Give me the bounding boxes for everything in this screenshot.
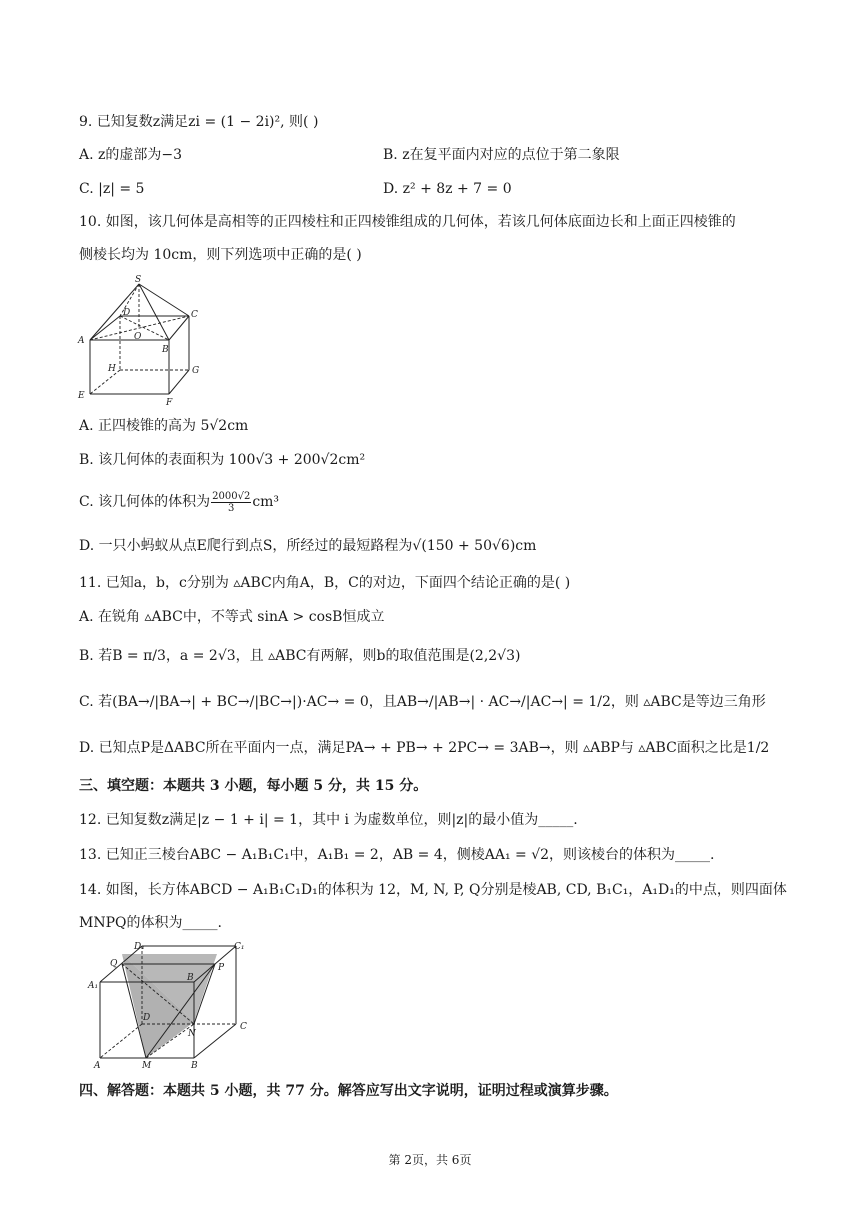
q10-fig-label-F: F <box>166 398 173 408</box>
q14-fig-label-Q: Q <box>110 959 118 969</box>
q14-fig-label-P: P <box>218 963 225 973</box>
q10-fig-label-E: E <box>78 391 85 401</box>
q10-option-c-fraction <box>211 491 251 514</box>
q9-option-d: D. z² + 8z + 7 = 0 <box>383 181 512 197</box>
q10-fig-label-A: A <box>78 336 85 346</box>
q14-fig-label-B: B <box>191 1061 198 1070</box>
q10-prism-pyramid-figure <box>74 272 214 408</box>
q14-fig-label-M: M <box>142 1061 152 1070</box>
q10-fig-label-B: B <box>162 345 169 355</box>
q10-option-c-suffix: cm³ <box>252 494 280 510</box>
q14-fig-label-N: N <box>188 1029 196 1039</box>
q14-fig-label-B1: B <box>187 973 194 983</box>
q14-fig-label-C1: C₁ <box>234 942 245 952</box>
q14-fig-label-C: C <box>240 1022 247 1032</box>
q10-fig-label-C: C <box>191 310 198 320</box>
section-4-heading: 四、解答题：本题共 5 小题，共 77 分。解答应写出文字说明，证明过程或演算步骤。 <box>79 1083 618 1099</box>
q9-stem: 9. 已知复数z满足zi = (1 − 2i)², 则( ) <box>79 114 319 130</box>
q14-fig-label-D: D <box>143 1013 151 1023</box>
q14-cuboid-figure <box>84 940 259 1070</box>
q10-option-c <box>79 490 279 514</box>
q9-option-c: C. |z| = 5 <box>79 181 145 197</box>
q11-option-c: C. 若(BA→/|BA→| + BC→/|BC→|)·AC→ = 0，且AB→/|AB→| · AC→/|AC→| = 1/2，则 ▵ABC是等边三角形 <box>79 694 766 710</box>
q14-fig-label-A: A <box>94 1061 101 1070</box>
q10-fig-label-D: D <box>123 308 131 318</box>
q10-stem-line1: 10. 如图，该几何体是高相等的正四棱柱和正四棱锥组成的几何体，若该几何体底面边长和上面正四棱锥的 <box>79 214 736 230</box>
q11-option-a: A. 在锐角 ▵ABC中，不等式 sinA > cosB恒成立 <box>79 609 385 625</box>
q10-option-c-frac-den: 3 <box>228 502 235 514</box>
q14-line1: 14. 如图，长方体ABCD − A₁B₁C₁D₁的体积为 12，M, N, P, Q分别是棱AB, CD, B₁C₁，A₁D₁的中点，则四面体 <box>79 882 787 898</box>
q12-text: 12. 已知复数z满足|z − 1 + i| = 1，其中 i 为虚数单位，则|z|的最小值为_____. <box>79 812 578 828</box>
q10-option-c-frac-num: 2000√2 <box>212 490 251 502</box>
section-3-heading: 三、填空题：本题共 3 小题，每小题 5 分，共 15 分。 <box>79 778 428 794</box>
q14-fig-label-D1: D₁ <box>134 942 145 952</box>
q10-option-b: B. 该几何体的表面积为 100√3 + 200√2cm² <box>79 452 366 468</box>
q9-option-a: A. z的虚部为−3 <box>79 147 183 163</box>
q10-option-d: D. 一只小蚂蚁从点E爬行到点S，所经过的最短路程为√(150 + 50√6)cm <box>79 538 537 554</box>
q10-option-c-prefix: C. 该几何体的体积为 <box>79 494 211 510</box>
q14-line2: MNPQ的体积为_____. <box>79 915 222 931</box>
q10-fig-label-G: G <box>192 366 200 376</box>
q10-stem-line2: 侧棱长均为 10cm，则下列选项中正确的是( ) <box>79 247 362 263</box>
page-footer: 第 2页，共 6页 <box>388 1153 472 1167</box>
q10-fig-label-O: O <box>134 332 142 342</box>
q11-option-d: D. 已知点P是ΔABC所在平面内一点，满足PA→ + PB→ + 2PC→ = 3AB→，则 ▵ABP与 ▵ABC面积之比是1/2 <box>79 740 770 756</box>
q13-text: 13. 已知正三棱台ABC − A₁B₁C₁中，A₁B₁ = 2，AB = 4，侧棱AA₁ = √2，则该棱台的体积为_____. <box>79 847 715 863</box>
q11-option-b: B. 若B = π/3，a = 2√3，且 ▵ABC有两解，则b的取值范围是(2,2√3) <box>79 648 521 664</box>
q10-fig-label-H: H <box>108 364 116 374</box>
q9-option-b: B. z在复平面内对应的点位于第二象限 <box>383 147 620 163</box>
q10-fig-label-S: S <box>135 275 142 285</box>
q10-option-a: A. 正四棱锥的高为 5√2cm <box>79 418 249 434</box>
q14-fig-label-A1: A₁ <box>88 981 99 991</box>
q11-stem: 11. 已知a，b，c分别为 ▵ABC内角A，B，C的对边，下面四个结论正确的是( ) <box>79 575 571 591</box>
